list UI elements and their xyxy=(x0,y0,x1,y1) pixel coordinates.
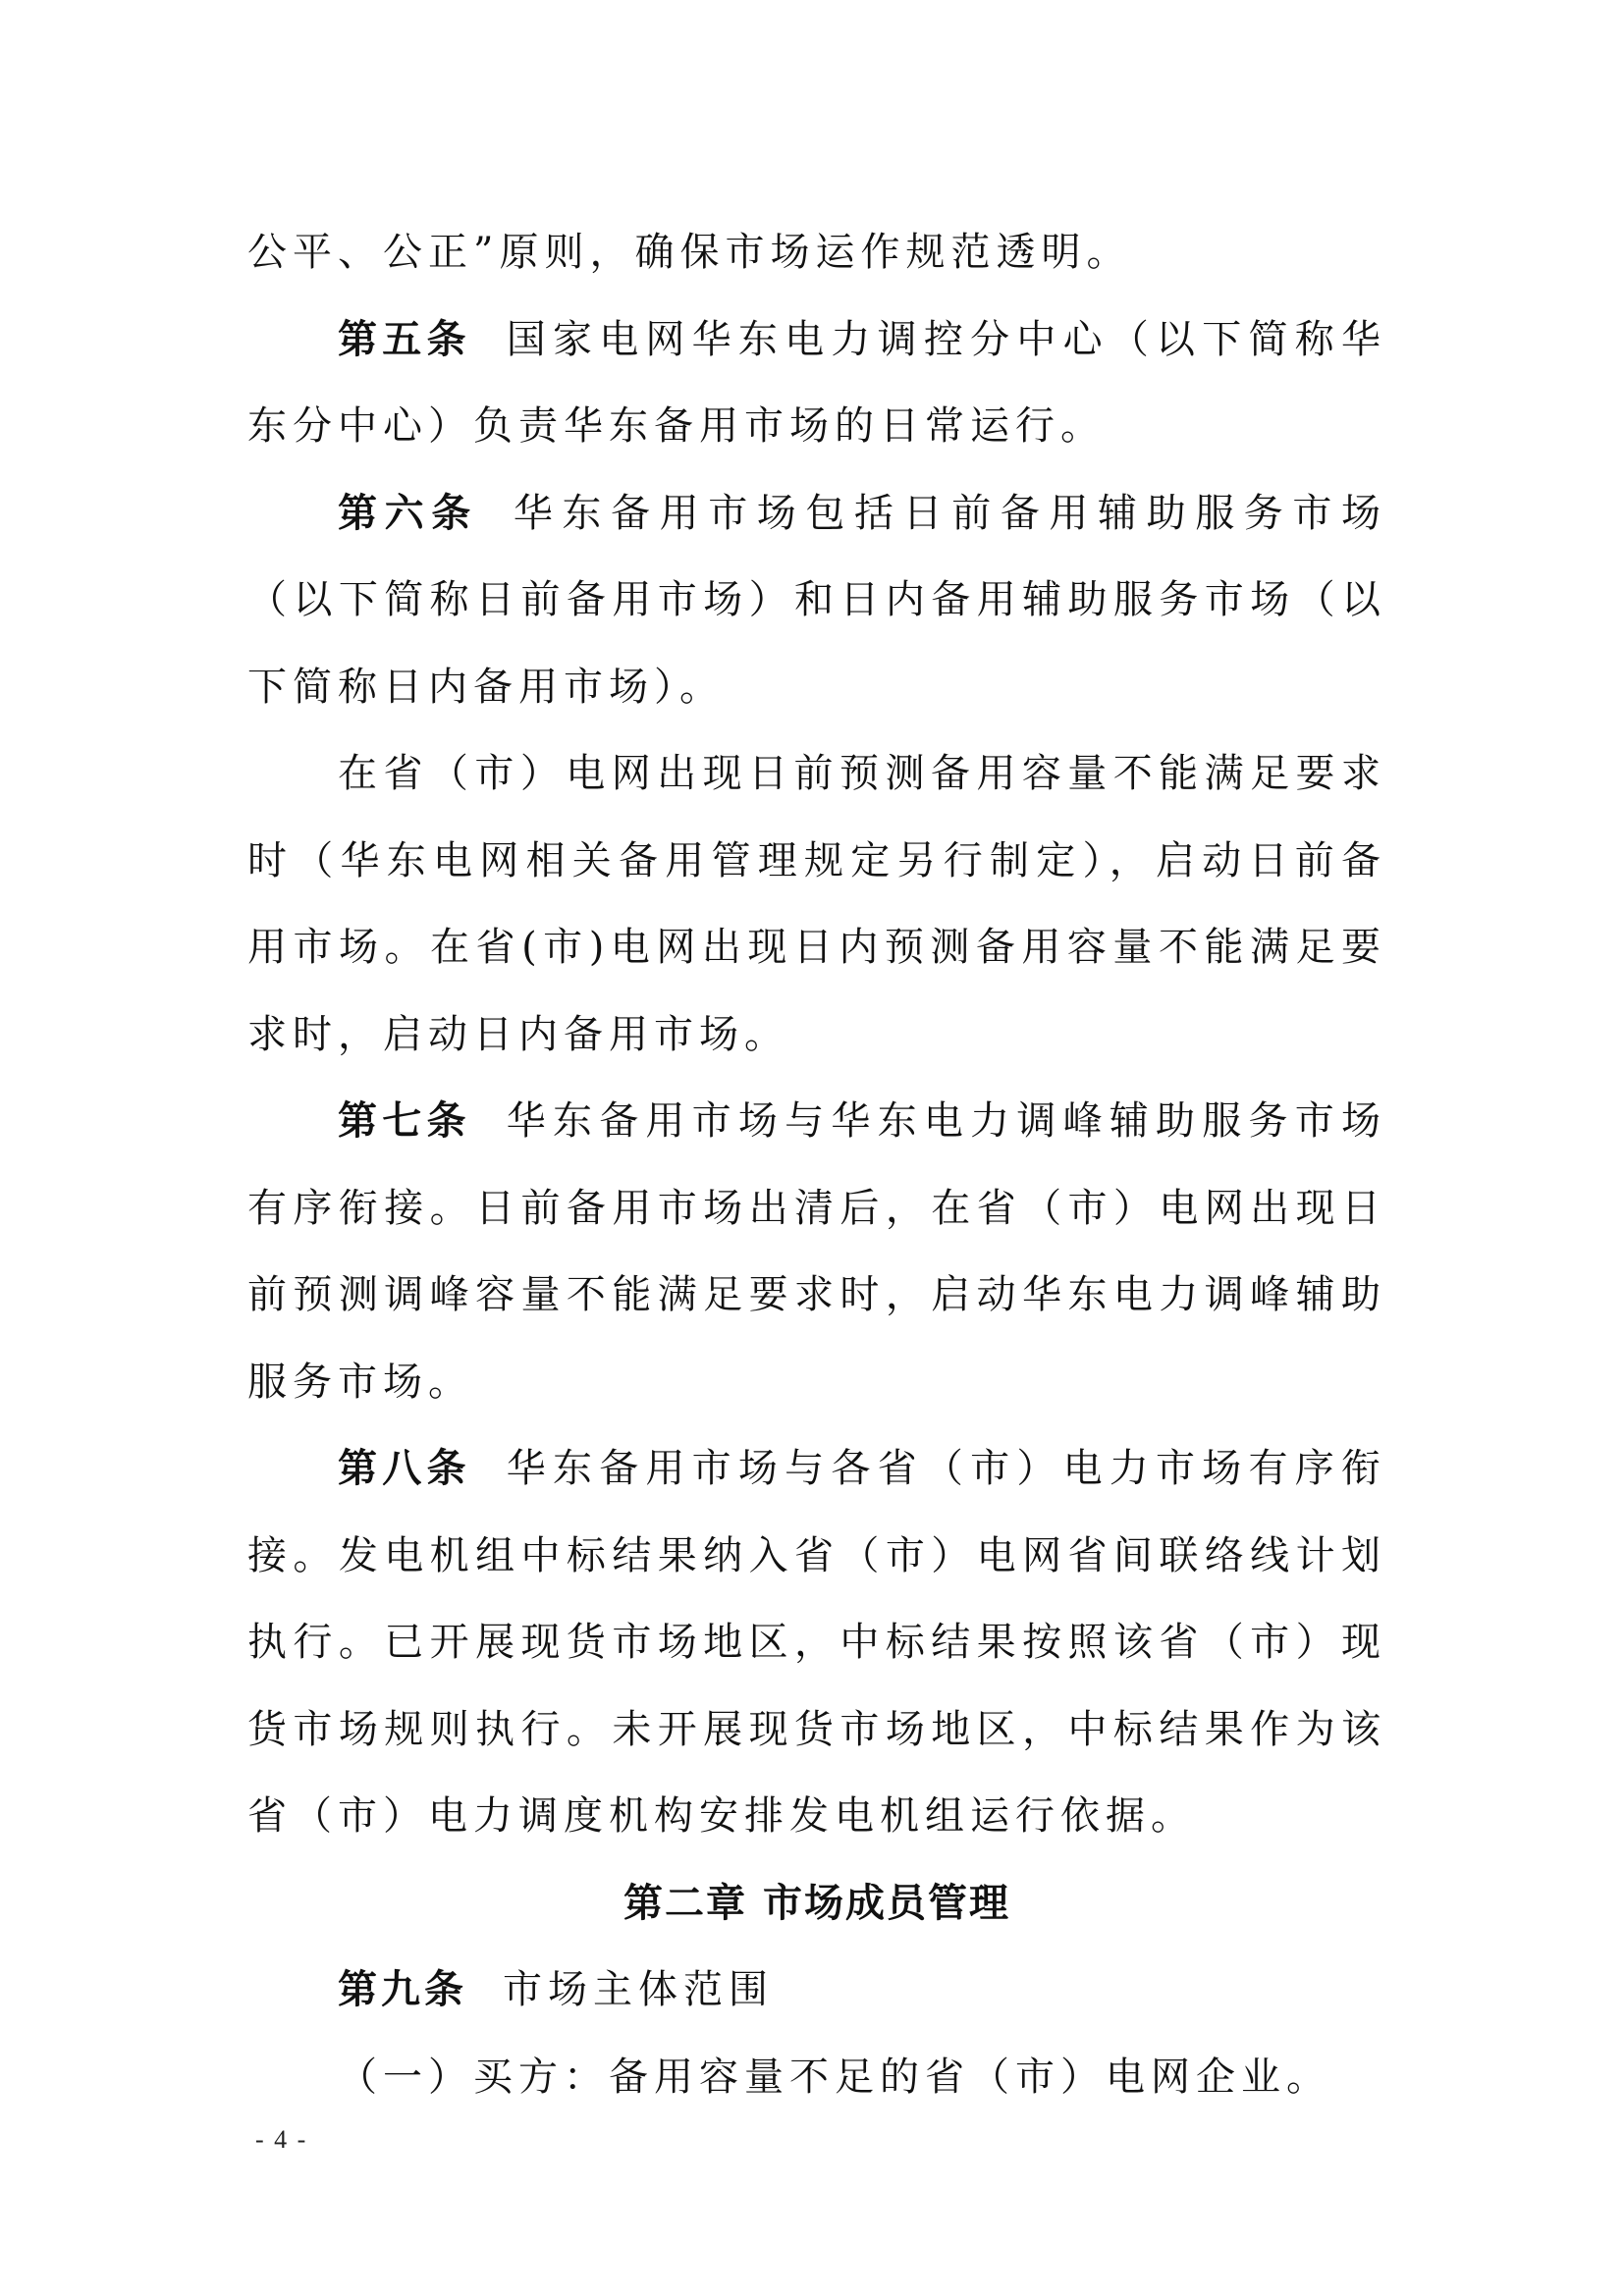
article-text: 市场主体范围 xyxy=(503,1967,774,2012)
article-label: 第九条 xyxy=(338,1967,467,2012)
article-6-paragraph-2 xyxy=(247,730,1386,1078)
article-label: 第五条 xyxy=(338,316,471,362)
document-body xyxy=(247,209,1386,2120)
article-label: 第八条 xyxy=(338,1446,471,1491)
article-text: 国家电网华东电力调控分中心（以下简称华东分中心）负责华东备用市场的日常运行。 xyxy=(247,316,1387,449)
article-5 xyxy=(247,296,1386,470)
article-label: 第六条 xyxy=(338,490,478,536)
article-text: 华东备用市场包括日前备用辅助服务市场（以下简称日前备用市场）和日内备用辅助服务市场（以下简称日内备用市场）。 xyxy=(247,490,1387,710)
article-text: 华东备用市场与华东电力调峰辅助服务市场有序衔接。日前备用市场出清后，在省（市）电网出现日前预测调峰容量不能满足要求时，启动华东电力调峰辅助服务市场。 xyxy=(247,1098,1387,1405)
paragraph-text: 在省（市）电网出现日前预测备用容量不能满足要求时（华东电网相关备用管理规定另行制定），启动日前备用市场。在省(市)电网出现日内预测备用容量不能满足要求时，启动日内备用市场。 xyxy=(247,751,1386,1057)
clause-one: （一）买方：备用容量不足的省（市）电网企业。 xyxy=(338,2054,1331,2100)
paragraph-continuation xyxy=(247,209,1386,296)
paragraph-text: 公平、公正”原则，确保市场运作规范透明。 xyxy=(247,230,1132,275)
article-label: 第七条 xyxy=(338,1098,471,1144)
page-number: - 4 - xyxy=(255,2125,308,2154)
chapter-title: 第二章 市场成员管理 xyxy=(623,1880,1010,1926)
article-6 xyxy=(247,470,1386,731)
article-9 xyxy=(247,1947,1386,2034)
article-8 xyxy=(247,1425,1386,1860)
article-7 xyxy=(247,1078,1386,1425)
article-text: 华东备用市场与各省（市）电力市场有序衔接。发电机组中标结果纳入省（市）电网省间联络线计划执行。已开展现货市场地区，中标结果按照该省（市）现货市场规则执行。未开展现货市场地区，中标结果作为该省（市）电力调度机构安排发电机组运行依据。 xyxy=(247,1446,1387,1839)
